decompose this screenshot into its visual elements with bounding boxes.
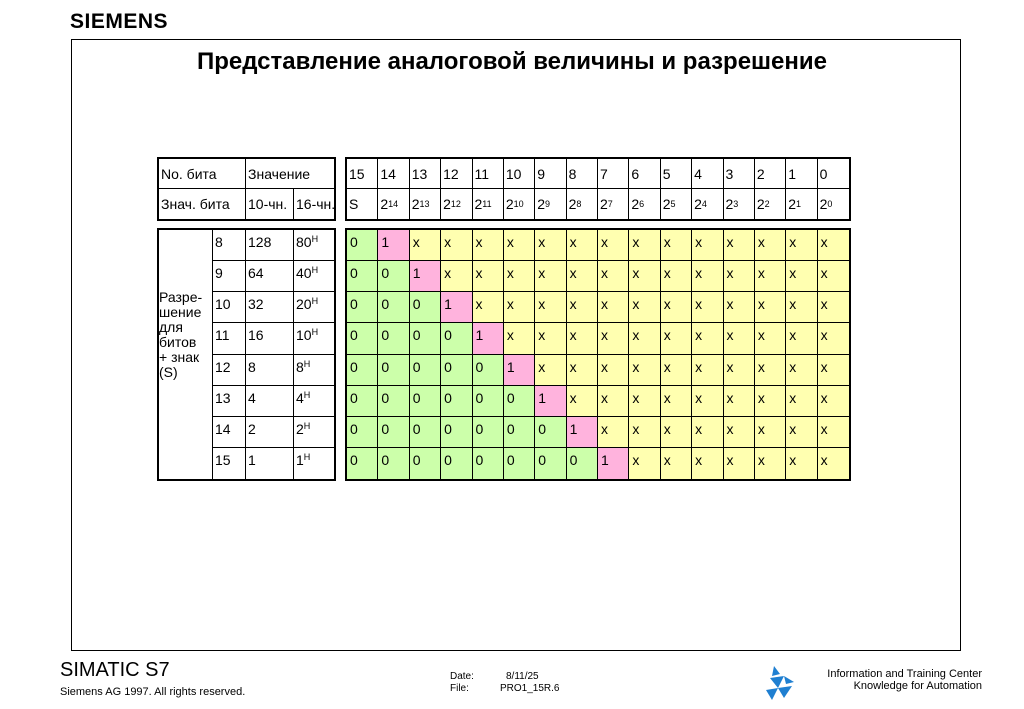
- bit-weight-exponent: 14: [388, 199, 399, 209]
- bit-weight-base: 2: [600, 196, 608, 212]
- decimal-cell: 128: [246, 230, 294, 261]
- bit-dontcare-cell: x: [629, 417, 660, 448]
- bit-zero-cell: 0: [378, 386, 409, 417]
- bit-dontcare-cell: x: [724, 417, 755, 448]
- bit-dontcare-cell: x: [786, 448, 817, 479]
- bit-dontcare-cell: x: [818, 261, 849, 292]
- bit-zero-cell: 0: [441, 386, 472, 417]
- bit-zero-cell: 0: [410, 386, 441, 417]
- bit-number-cell: 5: [661, 159, 692, 189]
- bit-weight-cell: [378, 189, 409, 219]
- body-right-block: [345, 228, 851, 481]
- bit-weight-cell: [410, 189, 441, 219]
- bit-dontcare-cell: x: [818, 230, 849, 261]
- hex-subscript: H: [311, 234, 319, 244]
- bit-dontcare-cell: x: [724, 230, 755, 261]
- bit-dontcare-cell: x: [818, 417, 849, 448]
- bit-weight-base: 2: [568, 196, 577, 212]
- bit-number-cell: 4: [692, 159, 723, 189]
- bit-dontcare-cell: x: [441, 261, 472, 292]
- bit-dontcare-cell: x: [755, 323, 786, 354]
- hex-cell: [294, 417, 334, 448]
- bit-zero-cell: 0: [410, 323, 441, 354]
- decimal-cell: 32: [246, 292, 294, 323]
- bit-zero-cell: 0: [378, 355, 409, 386]
- bit-dontcare-cell: x: [629, 448, 660, 479]
- hex-cell: [294, 261, 334, 292]
- bit-weight-base: 2: [662, 196, 671, 212]
- hex-label: 16-чн.: [296, 196, 336, 212]
- bit-number-cell: 7: [598, 159, 629, 189]
- bit-zero-cell: 0: [441, 417, 472, 448]
- bit-dontcare-cell: x: [598, 261, 629, 292]
- resolution-cell: 11: [213, 323, 246, 354]
- hex-subscript: H: [303, 389, 311, 400]
- bit-weight-cell: [567, 189, 598, 219]
- resolution-side-label: [159, 230, 213, 479]
- bit-dontcare-cell: x: [567, 230, 598, 261]
- bit-weight-cell: [724, 189, 755, 219]
- bit-dontcare-cell: x: [692, 230, 723, 261]
- side-label-line: битов: [159, 334, 197, 350]
- hex-value: 80: [296, 234, 312, 250]
- bit-weight-cell: [755, 189, 786, 219]
- bit-dontcare-cell: x: [786, 261, 817, 292]
- bit-dontcare-cell: x: [755, 417, 786, 448]
- bit-weight-base: 2: [474, 196, 483, 212]
- bit-dontcare-cell: x: [692, 386, 723, 417]
- bit-zero-cell: 0: [347, 292, 378, 323]
- bit-one-cell: 1: [378, 230, 409, 261]
- bit-dontcare-cell: x: [598, 386, 629, 417]
- bit-zero-cell: 0: [441, 323, 472, 354]
- bit-dontcare-cell: x: [629, 292, 660, 323]
- bit-dontcare-cell: x: [567, 386, 598, 417]
- bit-dontcare-cell: x: [629, 386, 660, 417]
- hex-value: 1: [296, 451, 304, 468]
- bit-weight-exponent: 13: [419, 199, 430, 209]
- bit-weight-exponent: 5: [670, 199, 676, 209]
- bit-dontcare-cell: x: [818, 323, 849, 354]
- date-value: 8/11/25: [506, 671, 539, 682]
- product-name: SIMATIC S7: [60, 659, 170, 681]
- bit-dontcare-cell: x: [755, 230, 786, 261]
- bit-dontcare-cell: x: [441, 230, 472, 261]
- bit-weight-exponent: 10: [513, 199, 524, 209]
- bit-zero-cell: 0: [378, 292, 409, 323]
- bit-weight-cell: [473, 189, 504, 219]
- hex-subscript: H: [303, 358, 311, 369]
- bit-dontcare-cell: x: [755, 292, 786, 323]
- bit-dontcare-cell: x: [661, 261, 692, 292]
- bit-weight-base: 2: [443, 196, 451, 212]
- bit-zero-cell: 0: [347, 230, 378, 261]
- bit-zero-cell: 0: [347, 323, 378, 354]
- bit-weight-cell: [504, 189, 535, 219]
- bit-dontcare-cell: x: [598, 292, 629, 323]
- bit-one-cell: 1: [535, 386, 566, 417]
- bit-one-cell: 1: [598, 448, 629, 479]
- bit-dontcare-cell: x: [629, 230, 660, 261]
- bit-weight-cell: [818, 189, 849, 219]
- copyright: Siemens AG 1997. All rights reserved.: [60, 686, 246, 698]
- bit-weight-cell: [661, 189, 692, 219]
- bit-dontcare-cell: x: [473, 292, 504, 323]
- hex-subscript: H: [311, 327, 319, 338]
- bit-dontcare-cell: x: [598, 230, 629, 261]
- bit-number-cell: 3: [724, 159, 755, 189]
- bit-zero-cell: 0: [535, 417, 566, 448]
- bit-weight-base: 2: [788, 196, 797, 212]
- bit-dontcare-cell: x: [410, 230, 441, 261]
- bit-weight-cell: [347, 189, 378, 219]
- itc-line-2: Knowledge for Automation: [853, 680, 982, 692]
- bit-weight-cell: [441, 189, 472, 219]
- bit-zero-cell: 0: [378, 261, 409, 292]
- bit-number-cell: 12: [441, 159, 472, 189]
- resolution-cell: 14: [213, 417, 246, 448]
- hex-cell: [294, 355, 334, 386]
- bit-weight-base: 2: [819, 196, 828, 212]
- hex-cell: [294, 323, 334, 354]
- bit-dontcare-cell: x: [567, 292, 598, 323]
- bit-zero-cell: 0: [441, 355, 472, 386]
- bit-weight-base: 2: [537, 196, 546, 212]
- bit-dontcare-cell: x: [692, 261, 723, 292]
- bit-dontcare-cell: x: [724, 448, 755, 479]
- hex-value: 8: [296, 358, 304, 375]
- decimal-cell: 1: [246, 448, 294, 479]
- hex-cell: [294, 448, 334, 479]
- bit-weight-base: 2: [725, 196, 734, 212]
- bit-weight-exponent: 0: [827, 199, 833, 209]
- bit-dontcare-cell: x: [661, 386, 692, 417]
- bit-zero-cell: 0: [378, 323, 409, 354]
- bit-zero-cell: 0: [378, 448, 409, 479]
- decimal-label: 10-чн.: [246, 189, 294, 219]
- header-left-block: [157, 157, 336, 221]
- hex-cell: [294, 230, 334, 261]
- bit-dontcare-cell: x: [692, 355, 723, 386]
- hex-subscript: H: [311, 296, 319, 307]
- bit-zero-cell: 0: [473, 386, 504, 417]
- bit-zero-cell: 0: [347, 261, 378, 292]
- bit-dontcare-cell: x: [724, 261, 755, 292]
- bit-dontcare-cell: x: [504, 323, 535, 354]
- side-label-line: шение: [159, 304, 202, 320]
- bit-dontcare-cell: x: [598, 323, 629, 354]
- bit-number-cell: 2: [755, 159, 786, 189]
- hex-subscript: H: [303, 451, 311, 462]
- bit-header-grid: [347, 159, 849, 219]
- bit-number-cell: 11: [473, 159, 504, 189]
- bit-weight-base: 2: [756, 196, 765, 212]
- hex-value: 40: [296, 265, 312, 282]
- bit-dontcare-cell: x: [818, 386, 849, 417]
- decimal-cell: 2: [246, 417, 294, 448]
- bit-weight-base: 2: [631, 196, 640, 212]
- bit-weight-cell: [786, 189, 817, 219]
- bit-zero-cell: 0: [410, 448, 441, 479]
- bit-zero-cell: 0: [473, 355, 504, 386]
- bit-weight-cell: [535, 189, 566, 219]
- bit-dontcare-cell: x: [598, 417, 629, 448]
- bit-weight-cell: [629, 189, 660, 219]
- bit-dontcare-cell: x: [786, 323, 817, 354]
- bit-dontcare-cell: x: [692, 292, 723, 323]
- resolution-cell: 10: [213, 292, 246, 323]
- resolution-cell: 12: [213, 355, 246, 386]
- bit-dontcare-cell: x: [786, 355, 817, 386]
- bit-dontcare-cell: x: [535, 355, 566, 386]
- bit-zero-cell: 0: [535, 448, 566, 479]
- bit-zero-cell: 0: [473, 448, 504, 479]
- bit-weight-exponent: 3: [733, 199, 739, 209]
- bit-dontcare-cell: x: [535, 261, 566, 292]
- bit-number-cell: 13: [410, 159, 441, 189]
- bit-weight-exponent: 7: [607, 199, 613, 209]
- bit-dontcare-cell: x: [535, 292, 566, 323]
- bit-dontcare-cell: x: [786, 230, 817, 261]
- bit-zero-cell: 0: [504, 417, 535, 448]
- bit-weight-cell: [598, 189, 629, 219]
- bit-dontcare-cell: x: [818, 448, 849, 479]
- bit-dontcare-cell: x: [504, 292, 535, 323]
- bit-dontcare-cell: x: [786, 292, 817, 323]
- bit-weight-base: 2: [505, 196, 514, 212]
- bit-number-cell: 8: [567, 159, 598, 189]
- hex-value: 10: [296, 327, 312, 344]
- decimal-cell: 8: [246, 355, 294, 386]
- hex-subscript: H: [311, 265, 319, 276]
- bit-number-cell: 10: [504, 159, 535, 189]
- bit-dontcare-cell: x: [755, 355, 786, 386]
- bit-dontcare-cell: x: [473, 261, 504, 292]
- bit-number-cell: 9: [535, 159, 566, 189]
- itc-line-1: Information and Training Center: [827, 668, 982, 680]
- date-label: Date:: [450, 671, 474, 682]
- file-value: PRO1_15R.6: [500, 683, 560, 694]
- bit-number-cell: 14: [378, 159, 409, 189]
- bit-one-cell: 1: [567, 417, 598, 448]
- resolution-cell: 9: [213, 261, 246, 292]
- bit-dontcare-cell: x: [724, 386, 755, 417]
- bit-weight-exponent: 1: [796, 199, 802, 209]
- body-left-block: [157, 228, 336, 481]
- hex-cell: [294, 292, 334, 323]
- bit-number-cell: 1: [786, 159, 817, 189]
- bit-one-cell: 1: [410, 261, 441, 292]
- side-label-line: (S): [159, 364, 178, 380]
- bit-dontcare-cell: x: [567, 355, 598, 386]
- bit-weight-base: 2: [380, 196, 389, 212]
- decimal-cell: 64: [246, 261, 294, 292]
- bit-dontcare-cell: x: [692, 323, 723, 354]
- bit-dontcare-cell: x: [818, 355, 849, 386]
- bit-pattern-grid: [347, 230, 849, 479]
- bit-one-cell: 1: [441, 292, 472, 323]
- resolution-grid: [159, 230, 334, 479]
- hex-subscript: H: [303, 420, 311, 431]
- bit-dontcare-cell: x: [598, 355, 629, 386]
- bit-dontcare-cell: x: [786, 417, 817, 448]
- hex-value: 4: [296, 389, 304, 406]
- file-label: File:: [450, 683, 469, 694]
- resolution-cell: 8: [213, 230, 246, 261]
- bit-dontcare-cell: x: [504, 261, 535, 292]
- bit-number-cell: 6: [629, 159, 660, 189]
- hex-value: 20: [296, 296, 312, 313]
- bit-weight-exponent: 9: [545, 199, 551, 209]
- bit-zero-cell: 0: [473, 417, 504, 448]
- siemens-logo: SIEMENS: [70, 10, 169, 33]
- bit-dontcare-cell: x: [818, 292, 849, 323]
- bit-dontcare-cell: x: [567, 261, 598, 292]
- bit-one-cell: 1: [504, 355, 535, 386]
- bit-dontcare-cell: x: [535, 323, 566, 354]
- header-right-block: [345, 157, 851, 221]
- side-label-line: Разре-: [159, 289, 203, 305]
- bit-dontcare-cell: x: [692, 448, 723, 479]
- bit-weight-cell: [692, 189, 723, 219]
- bit-dontcare-cell: x: [724, 292, 755, 323]
- slide-title: Представление аналоговой величины и разрешение: [197, 48, 827, 75]
- bit-number-label: No. бита: [159, 159, 246, 189]
- bit-weight-exponent: 8: [576, 199, 582, 209]
- bit-zero-cell: 0: [410, 292, 441, 323]
- bit-zero-cell: 0: [504, 386, 535, 417]
- bit-weight-exponent: 12: [450, 199, 461, 209]
- decimal-cell: 4: [246, 386, 294, 417]
- bit-zero-cell: 0: [347, 417, 378, 448]
- bit-zero-cell: 0: [378, 417, 409, 448]
- hex-cell: [294, 386, 334, 417]
- hex-value: 2: [296, 420, 304, 437]
- bit-dontcare-cell: x: [661, 323, 692, 354]
- side-label-line: + знак: [159, 349, 200, 365]
- bit-zero-cell: 0: [410, 417, 441, 448]
- bit-weight-label: Знач. бита: [159, 189, 246, 219]
- bit-weight-exponent: 6: [639, 199, 645, 209]
- bit-dontcare-cell: x: [661, 292, 692, 323]
- bit-dontcare-cell: x: [724, 323, 755, 354]
- bit-dontcare-cell: x: [504, 230, 535, 261]
- bit-dontcare-cell: x: [661, 230, 692, 261]
- bit-dontcare-cell: x: [661, 417, 692, 448]
- bit-dontcare-cell: x: [692, 417, 723, 448]
- bit-dontcare-cell: x: [473, 230, 504, 261]
- resolution-cell: 15: [213, 448, 246, 479]
- side-label-line: для: [159, 319, 183, 335]
- bit-one-cell: 1: [473, 323, 504, 354]
- bit-dontcare-cell: x: [535, 230, 566, 261]
- bit-zero-cell: 0: [347, 386, 378, 417]
- bit-dontcare-cell: x: [567, 323, 598, 354]
- bit-dontcare-cell: x: [755, 261, 786, 292]
- bit-zero-cell: 0: [441, 448, 472, 479]
- bit-dontcare-cell: x: [661, 448, 692, 479]
- bit-weight-base: S: [349, 196, 359, 212]
- bit-weight-exponent: 11: [482, 199, 492, 209]
- bit-weight-exponent: 4: [701, 199, 707, 209]
- bit-zero-cell: 0: [410, 355, 441, 386]
- bit-dontcare-cell: x: [629, 261, 660, 292]
- bit-dontcare-cell: x: [629, 355, 660, 386]
- bit-dontcare-cell: x: [755, 386, 786, 417]
- bit-zero-cell: 0: [347, 355, 378, 386]
- bit-zero-cell: 0: [504, 448, 535, 479]
- bit-zero-cell: 0: [567, 448, 598, 479]
- decimal-cell: 16: [246, 323, 294, 354]
- bit-weight-base: 2: [411, 196, 420, 212]
- bit-number-cell: 0: [818, 159, 849, 189]
- bit-weight-base: 2: [694, 196, 702, 212]
- bit-weight-exponent: 2: [764, 199, 770, 209]
- bit-dontcare-cell: x: [629, 323, 660, 354]
- bit-zero-cell: 0: [347, 448, 378, 479]
- bit-dontcare-cell: x: [786, 386, 817, 417]
- bit-dontcare-cell: x: [661, 355, 692, 386]
- bit-dontcare-cell: x: [724, 355, 755, 386]
- resolution-cell: 13: [213, 386, 246, 417]
- value-label: Значение: [246, 159, 334, 189]
- bit-number-cell: 15: [347, 159, 378, 189]
- bit-dontcare-cell: x: [755, 448, 786, 479]
